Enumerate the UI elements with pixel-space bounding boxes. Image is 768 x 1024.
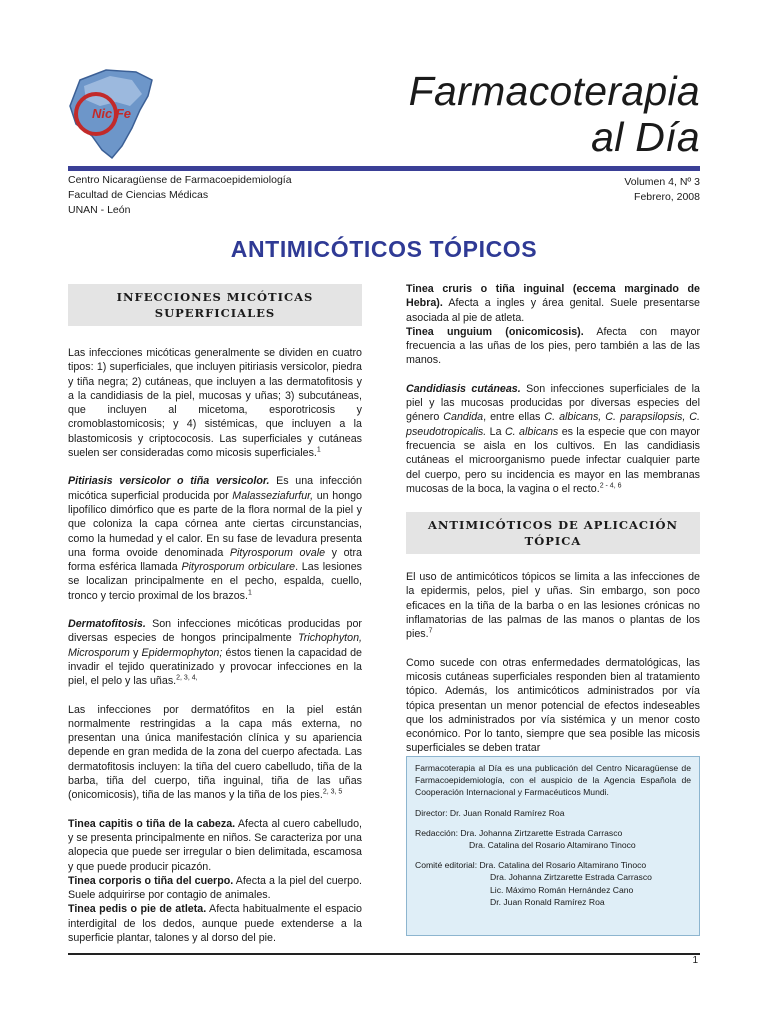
volume: Volumen 4, Nº 3 xyxy=(624,176,700,188)
cnicfe-logo xyxy=(66,66,158,162)
institution-block xyxy=(68,173,292,218)
section-heading: ANTIMICÓTICOS DE APLICACIÓN TÓPICA xyxy=(406,512,700,554)
right-column xyxy=(406,282,700,756)
credits-comite: Dra. Johanna Zirtzarette Estrada Carrasco xyxy=(490,872,652,883)
paragraph-tinea-corporis: Tinea corporis o tiña del cuerpo. Afecta a la piel del cuerpo. Suele adquirirse por contagio de animales. xyxy=(68,874,362,902)
paragraph-tinea-cruris: Tinea cruris o tiña inguinal (eccema marginado de Hebra). Afecta a ingles y área genital. Suele presentarse asociada al pie de atleta. xyxy=(406,283,700,324)
credits-box xyxy=(406,756,700,936)
paragraph-dermatofitosis: Dermatofitosis. Son infecciones micóticas producidas por diversas especies de hongos principalmente Trichophyton, Microsporum y Epidermophyton; éstos tienen la capacidad de invadir el tejido queratinizado y provocar infecciones en la piel, el pelo y las uñas.$^{2, 3, 4,}$ xyxy=(68,618,362,688)
paragraph-candidiasis: Candidiasis cutáneas. Son infecciones superficiales de la piel y las mucosas producidas por diversas especies del género Candida, entre ellas C. albicans, C. parapsilopsis, C. pseudotropicalis. La C. albicans es la especie que con mayor frecuencia se aisla en los cultivos. En las candidiasis cutáneas el microorganismo puede infectar cualquier parte del cuerpo, pero su incidencia es mayor en las membranas mucosas de la boca, la vagina o el recto.$^{2 - 4, 6}$ xyxy=(406,382,700,495)
title-line-1: Farmacoterapia xyxy=(408,68,700,114)
credits-comite: Lic. Máximo Román Hernández Cano xyxy=(490,884,634,895)
institution-line: Facultad de Ciencias Médicas xyxy=(68,189,209,201)
credits-director: Director: Dr. Juan Ronald Ramírez Roa xyxy=(415,807,565,818)
issue-date: Febrero, 2008 xyxy=(634,191,700,203)
footer-rule xyxy=(68,953,700,955)
paragraph-intro: Las infecciones micóticas generalmente se dividen en cuatro tipos: 1) superficiales, que incluyen pitiriasis versicolor, piedra y tiña negra; 2) cutáneas, que incluyen a las dermatofitosis y a la candidiasis de la piel, mucosas y uñas; 3) subcutáneas, que incluyen al micetoma, esporotricosis y cromoblastomicosis; y 4) sistémicas, que incluyen a la blastomicosis y criptococosis. Las superficiales y cutáneas suelen ser consideradas como micosis superficiales.$^1$ xyxy=(68,347,362,460)
left-column xyxy=(68,284,362,945)
credits-redaccion: Dra. Catalina del Rosario Altamirano Tinoco xyxy=(469,840,636,851)
page-number: 1 xyxy=(692,955,698,966)
header-rule xyxy=(68,166,700,171)
paragraph-tinea-pedis: Tinea pedis o pie de atleta. Afecta habitualmente el espacio interdigital de los dedos, aunque puede extenderse a la superficie plantar, talones y al dorso del pie. xyxy=(68,903,362,944)
credits-intro: Farmacoterapia al Día es una publicación del Centro Nicaragüense de Farmacoepidemiología, con el auspicio de la Agencia Española de Cooperación Internacional y Farmacéuticos Mundi. xyxy=(415,763,691,798)
publication-title xyxy=(409,68,700,160)
paragraph-dermatofitos: Las infecciones por dermatófitos en la piel están normalmente restringidas a la capa más externa, no presentan una única manifestación clínica y su apariencia depende en gran medida de la zona del cuerpo afectada. Las dermatofitosis incluyen: la tiña del cuero cabelludo, tiña de la barba, tiña del cuerpo, tiña inguinal, tiña de las uñas (onicomicosis), tiña de las manos y la tiña de los pies.$^{2, 3, 5}$ xyxy=(68,703,362,802)
title-line-2: al Día xyxy=(591,114,700,160)
paragraph-pitiriasis: Pitiriasis versicolor o tiña versicolor. Es una infección micótica superficial producida por Malasseziafurfur, un hongo lipofílico dimórfico que es parte de la flora normal de la piel y que coloniza la capa córnea ante ciertas circunstancias, como la humedad y el calor. En su fase de levadura presenta una forma ovoide denominada Pityrosporum ovale y otra forma esférica llamada Pityrosporum orbiculare. Las lesiones se localizan principalmente en el pecho, espalda, cuello, tronco y tercio proximal de los brazos.$^1$ xyxy=(68,475,363,602)
paragraph-uso: El uso de antimicóticos tópicos se limita a las infecciones de la epidermis, pelos, piel y uñas. Sin embargo, son poco eficaces en la tiña de la barba o en las lesiones crónicas no inflamatorias de las palmas de las manos o plantas de los pies.$^7$ xyxy=(406,571,700,641)
credits-comite: Dr. Juan Ronald Ramírez Roa xyxy=(490,896,605,907)
paragraph-como: Como sucede con otras enfermedades dermatológicas, las micosis cutáneas superficiales responden bien al tratamiento tópico. Además, los antimicóticos administrados por vía tópica presentan un menor potencial de efectos indeseables que los administrados por vía sistémica y un menor costo económico. Por lo tanto, siempre que sea posible las micosis superficiales se deben tratar xyxy=(406,656,700,755)
credits-comite: Comité editorial: Dra. Catalina del Rosario Altamirano Tinoco xyxy=(415,860,647,871)
issue-info xyxy=(624,175,700,205)
logo-text: Nic Fe xyxy=(92,106,132,121)
paragraph-tinea-capitis: Tinea capitis o tiña de la cabeza. Afecta al cuero cabelludo, y se presenta principalmente en niños. Se caracteriza por una alopecia que puede ser irregular o bien delimitada, escamosa y que puede producir picazón. xyxy=(68,817,362,873)
section-heading: INFECCIONES MICÓTICAS SUPERFICIALES xyxy=(68,284,362,326)
article-title: ANTIMICÓTICOS TÓPICOS xyxy=(230,236,538,262)
paragraph-tinea-unguium: Tinea unguium (onicomicosis). Afecta con mayor frecuencia a las uñas de los pies, pero también a las de las manos. xyxy=(406,325,700,367)
credits-redaccion: Redacción: Dra. Johanna Zirtzarette Estrada Carrasco xyxy=(415,827,623,838)
institution-line: Centro Nicaragüense de Farmacoepidemiología xyxy=(68,174,292,186)
institution-line: UNAN - León xyxy=(68,204,131,216)
